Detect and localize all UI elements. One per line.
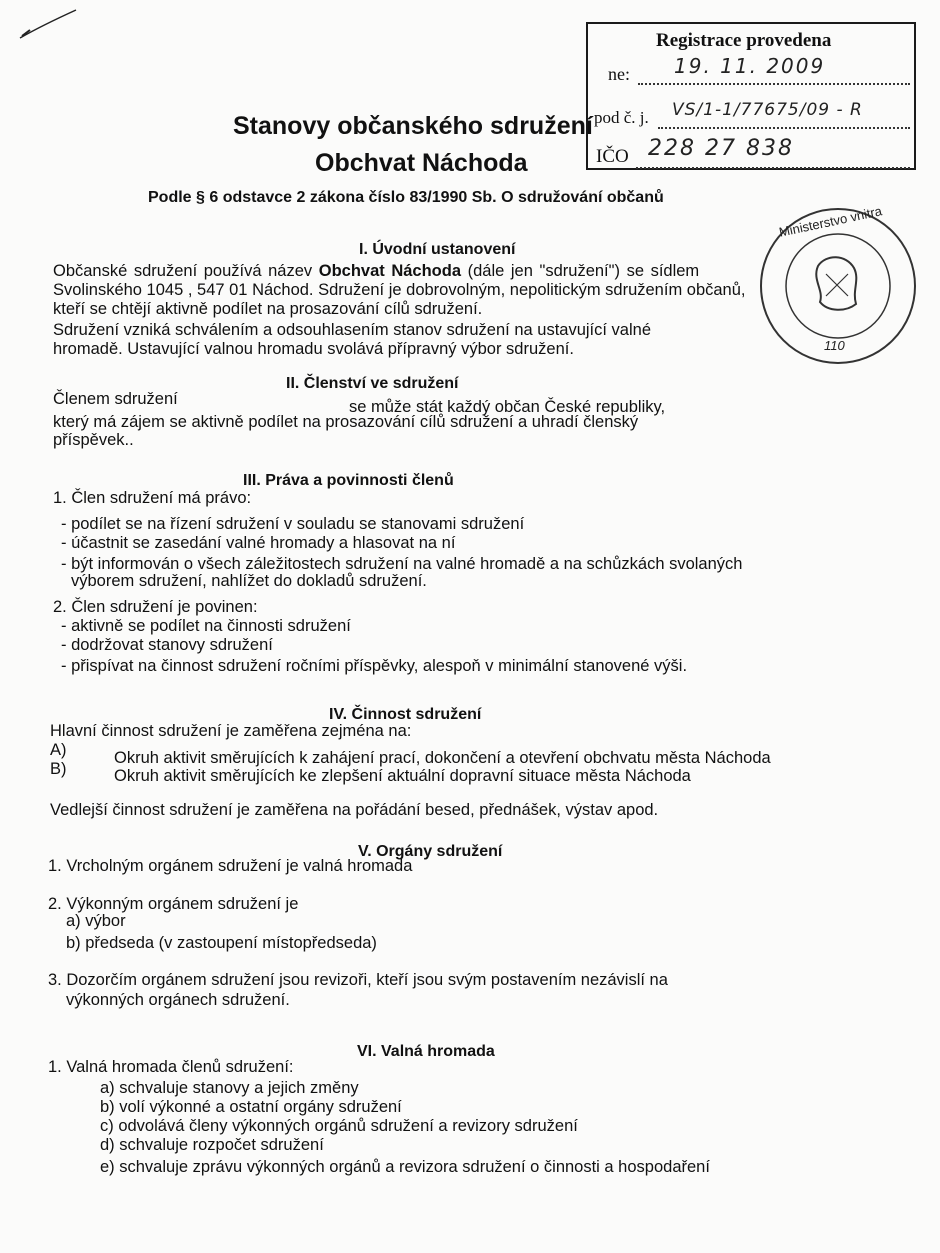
registration-stamp [586,22,916,170]
organ-1: 1. Vrcholným orgánem sdružení je valná hromada [48,857,413,875]
s1-l1-part-c: (dále jen "sdružení") se sídlem [461,262,700,280]
stamp-ref-label: pod č. j. [594,108,649,127]
rights-item-2: - účastnit se zasedání valné hromady a hlasovat na ní [61,534,456,552]
duties-item-3: - přispívat na činnost sdružení ročními příspěvky, alespoň v minimální stanovené výši. [61,657,688,675]
section-4-heading: IV. Činnost sdružení [329,706,482,723]
assembly-item-e: e) schvaluje zprávu výkonných orgánů a revizora sdružení o činnosti a hospodaření [100,1158,710,1176]
section-2-line-1b: se může stát každý občan České republiky, [349,398,666,416]
document-title: Stanovy občanského sdružení [233,112,593,140]
stamp-date-value: 19. 11. 2009 [674,54,826,78]
ministry-seal [760,203,916,364]
section-1-line-3: kteří se chtějí aktivně podílet na prosazování cílů sdružení. [53,300,483,318]
assembly-item-d: d) schvaluje rozpočet sdružení [100,1136,324,1154]
section-1-line-2: Svolinského 1045 , 547 01 Náchod. Sdružení je dobrovolným, nepolitickým sdružením občanů, [53,281,746,299]
s1-association-name: Obchvat Náchoda [318,262,462,280]
stamp-ref-dots [658,126,910,129]
section-1-line-4: Sdružení vzniká schválením a odsouhlasením stanov sdružení na ustavující valné [53,321,651,339]
section-4-line-1: Hlavní činnost sdružení je zaměřena zejména na: [50,722,412,740]
seal-text: Ministerstvo vnitra [777,203,884,240]
organ-2: 2. Výkonným orgánem sdružení je [48,895,299,913]
organ-2b: b) předseda (v zastoupení místopředseda) [66,934,377,952]
s1-l1-part-a: Občanské sdružení používá název [53,262,319,280]
duties-item-2: - dodržovat stanovy sdružení [61,636,273,654]
document-title-name: Obchvat Náchoda [315,149,528,177]
section-6-heading: VI. Valná hromada [357,1043,495,1060]
section-2-heading: II. Členství ve sdružení [286,375,459,392]
assembly-item-a: a) schvaluje stanovy a jejich změny [100,1079,359,1097]
rights-item-3-cont: výborem sdružení, nahlížet do dokladů sdružení. [71,572,427,590]
section-4-line-2: Vedlejší činnost sdružení je zaměřena na pořádání besed, přednášek, výstav apod. [50,801,659,819]
document-subtitle: Podle § 6 odstavce 2 zákona číslo 83/1990 Sb. O sdružování občanů [148,189,664,206]
assembly-item-c: c) odvolává členy výkonných orgánů sdružení a revizory sdružení [100,1117,578,1135]
rights-item-3: - být informován o všech záležitostech sdružení na valné hromadě a na schůzkách svolaných [61,555,743,573]
assembly-heading: 1. Valná hromada členů sdružení: [48,1058,294,1076]
stamp-ico-value: 228 27 838 [648,136,794,161]
pen-mark [14,4,84,44]
organ-3: 3. Dozorčím orgánem sdružení jsou revizoři, kteří jsou svým postavením nezávislí na [48,971,668,989]
activity-a-marker: A) [50,741,67,759]
stamp-date-label: ne: [608,64,630,84]
duties-heading: 2. Člen sdružení je povinen: [53,598,258,616]
section-2-line-1a: Členem sdružení [53,390,178,408]
assembly-item-b: b) volí výkonné a ostatní orgány sdružení [100,1098,402,1116]
section-1-line-5: hromadě. Ustavující valnou hromadu svolává přípravný výbor sdružení. [53,340,574,358]
stamp-ico-dots [636,166,910,169]
organ-3-cont: výkonných orgánech sdružení. [66,991,290,1009]
activity-b-marker: B) [50,760,67,778]
rights-heading: 1. Člen sdružení má právo: [53,489,252,507]
stamp-title: Registrace provedena [656,30,832,51]
stamp-ico-label: IČO [596,146,629,167]
section-3-heading: III. Práva a povinnosti členů [243,472,454,489]
activity-b-text: Okruh aktivit směrujících ke zlepšení aktuální dopravní situace města Náchoda [114,767,691,785]
stamp-ref-value: VS/1-1/77675/09 - R [672,100,863,120]
section-1-heading: I. Úvodní ustanovení [359,241,516,258]
section-1-line-1 [53,262,699,280]
stamp-date-dots [638,82,910,85]
seal-number: 110 [824,338,845,353]
section-2-line-2: který má zájem se aktivně podílet na prosazování cílů sdružení a uhradí členský [53,413,639,431]
activity-a-text: Okruh aktivit směrujících k zahájení prací, dokončení a otevření obchvatu města Náchoda [114,749,771,767]
duties-item-1: - aktivně se podílet na činnosti sdružení [61,617,351,635]
rights-item-1: - podílet se na řízení sdružení v souladu se stanovami sdružení [61,515,525,533]
organ-2a: a) výbor [66,912,126,930]
section-5-heading: V. Orgány sdružení [358,843,503,860]
section-2-line-3: příspěvek.. [53,431,134,449]
